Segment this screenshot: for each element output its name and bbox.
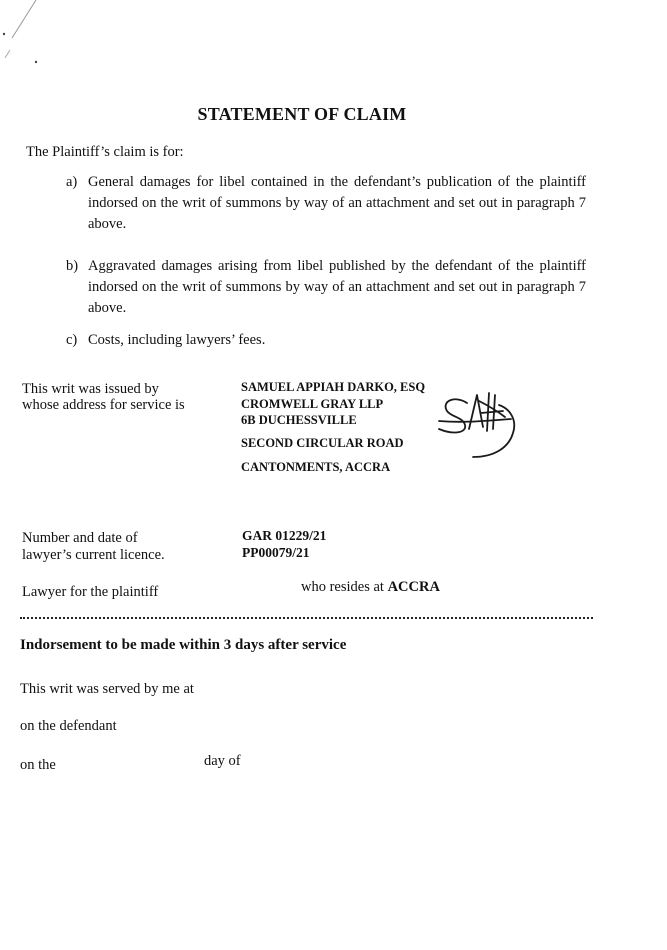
resides-line xyxy=(301,579,440,596)
address-road: SECOND CIRCULAR ROAD xyxy=(241,436,404,450)
claim-intro: The Plaintiff’s claim is for: xyxy=(26,144,184,160)
claim-item xyxy=(66,330,586,351)
address-label: whose address for service is xyxy=(22,397,185,413)
resides-prefix: who resides at xyxy=(301,579,384,595)
claim-text: Aggravated damages arising from libel published by the defendant of the plaintiff indorsed on the writ of summons by way of an attachment and set out in paragraph 7 above. xyxy=(88,258,586,316)
address-area: CANTONMENTS, ACCRA xyxy=(241,460,391,474)
lawyer-label: Lawyer for the plaintiff xyxy=(22,584,159,600)
on-the-label: on the xyxy=(20,757,56,773)
claim-marker: a) xyxy=(66,174,78,190)
scan-artifact xyxy=(0,0,60,80)
address-street: 6B DUCHESSVILLE xyxy=(241,413,357,427)
claim-text: Costs, including lawyers’ fees. xyxy=(88,332,266,348)
lawyer-name: SAMUEL APPIAH DARKO, ESQ xyxy=(241,380,426,394)
issued-by-label: This writ was issued by xyxy=(22,381,159,397)
dotted-divider xyxy=(20,617,593,619)
firm-name: CROMWELL GRAY LLP xyxy=(241,397,384,411)
licence-number-2: PP00079/21 xyxy=(242,545,310,560)
licence-number: GAR 01229/21 xyxy=(242,528,327,543)
on-defendant-label: on the defendant xyxy=(20,718,117,734)
day-of-label: day of xyxy=(204,753,241,769)
endorsement-heading: Indorsement to be made within 3 days after service xyxy=(20,637,347,653)
resides-city: ACCRA xyxy=(387,579,440,595)
served-at-label: This writ was served by me at xyxy=(20,681,194,697)
page-title: STATEMENT OF CLAIM xyxy=(197,104,407,124)
licence-label-2: lawyer’s current licence. xyxy=(22,547,165,563)
claim-item xyxy=(66,256,586,319)
licence-label: Number and date of xyxy=(22,530,138,546)
claim-marker: c) xyxy=(66,332,78,348)
claim-item xyxy=(66,172,586,235)
signature xyxy=(433,381,523,461)
claim-marker: b) xyxy=(66,258,79,274)
claim-text: General damages for libel contained in the defendant’s publication of the plaintiff indorsed on the writ of summons by way of an attachment and set out in paragraph 7 above. xyxy=(88,174,586,232)
